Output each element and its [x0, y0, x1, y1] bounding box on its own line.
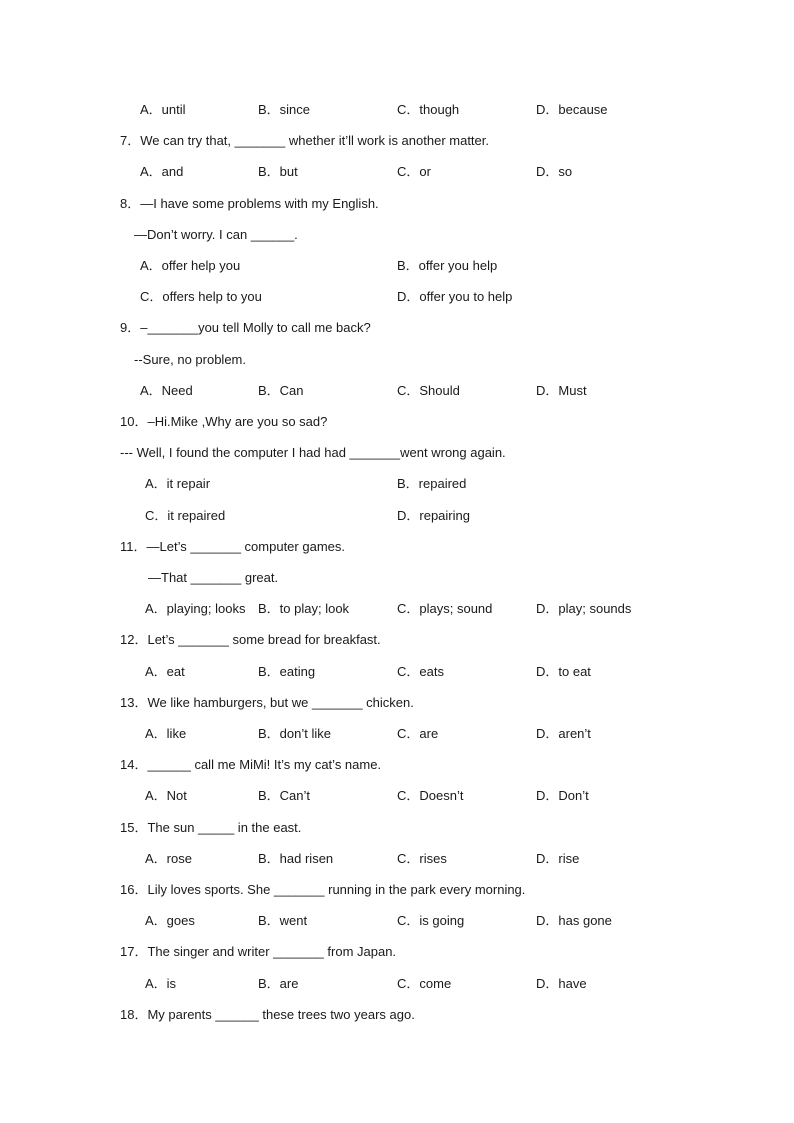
q8-stem: 8．—I have some problems with my English.: [120, 196, 379, 211]
q6-option-b: B．since: [258, 102, 311, 117]
q12-stem: 12．Let’s _______ some bread for breakfast.: [120, 632, 381, 647]
q9-option-b: B．Can: [258, 383, 304, 398]
q6-option-d: D．because: [536, 102, 608, 117]
q15-option-b: B．had risen: [258, 851, 334, 866]
q13-option-c: C．are: [397, 726, 439, 741]
q7-option-d: D．so: [536, 164, 573, 179]
q10-response: --- Well, I found the computer I had had _______went wrong again.: [120, 445, 506, 460]
q8-option-a: A．offer help you: [140, 258, 241, 273]
q16-option-a: A．goes: [145, 913, 195, 928]
q17-option-a: A．is: [145, 976, 177, 991]
q11-stem: 11．—Let’s _______ computer games.: [120, 539, 345, 554]
q9-option-d: D．Must: [536, 383, 587, 398]
q12-option-a: A．eat: [145, 664, 185, 679]
q7-option-a: A．and: [140, 164, 184, 179]
q11-option-d: D．play; sounds: [536, 601, 632, 616]
q16-stem: 16．Lily loves sports. She _______ running in the park every morning.: [120, 882, 526, 897]
q7-option-c: C．or: [397, 164, 431, 179]
q8-response: —Don’t worry. I can ______.: [134, 227, 298, 242]
q6-option-a: A．until: [140, 102, 186, 117]
q14-option-d: D．Don’t: [536, 788, 589, 803]
q10-option-b: B．repaired: [397, 476, 467, 491]
q18-stem: 18．My parents ______ these trees two years ago.: [120, 1007, 415, 1022]
q8-option-c: C．offers help to you: [140, 289, 262, 304]
q9-response: --Sure, no problem.: [134, 352, 246, 367]
q17-option-c: C．come: [397, 976, 452, 991]
q12-option-b: B．eating: [258, 664, 316, 679]
q10-option-c: C．it repaired: [145, 508, 226, 523]
q9-option-a: A．Need: [140, 383, 193, 398]
q11-option-b: B．to play; look: [258, 601, 350, 616]
q13-option-a: A．like: [145, 726, 187, 741]
q12-option-c: C．eats: [397, 664, 444, 679]
q15-stem: 15．The sun _____ in the east.: [120, 820, 302, 835]
q8-option-d: D．offer you to help: [397, 289, 513, 304]
q11-option-c: C．plays; sound: [397, 601, 493, 616]
q14-option-a: A．Not: [145, 788, 187, 803]
q16-option-b: B．went: [258, 913, 308, 928]
q14-stem: 14．______ call me MiMi! It’s my cat’s name.: [120, 757, 382, 772]
q10-option-a: A．it repair: [145, 476, 211, 491]
q15-option-d: D．rise: [536, 851, 580, 866]
q7-stem: 7．We can try that, _______ whether it’ll work is another matter.: [120, 133, 489, 148]
q16-option-d: D．has gone: [536, 913, 612, 928]
q13-option-d: D．aren’t: [536, 726, 591, 741]
q12-option-d: D．to eat: [536, 664, 591, 679]
q6-option-c: C．though: [397, 102, 460, 117]
q16-option-c: C．is going: [397, 913, 465, 928]
q14-option-c: C．Doesn’t: [397, 788, 464, 803]
q11-option-a: A．playing; looks: [145, 601, 246, 616]
q13-option-b: B．don’t like: [258, 726, 331, 741]
q17-stem: 17．The singer and writer _______ from Japan.: [120, 944, 397, 959]
q15-option-c: C．rises: [397, 851, 447, 866]
q7-option-b: B．but: [258, 164, 298, 179]
q9-stem: 9．–_______you tell Molly to call me back?: [120, 320, 371, 335]
q14-option-b: B．Can’t: [258, 788, 311, 803]
q17-option-b: B．are: [258, 976, 299, 991]
q10-option-d: D．repairing: [397, 508, 470, 523]
q17-option-d: D．have: [536, 976, 587, 991]
q11-response: —That _______ great.: [148, 570, 279, 585]
q9-option-c: C．Should: [397, 383, 460, 398]
q13-stem: 13．We like hamburgers, but we _______ chicken.: [120, 695, 414, 710]
q8-option-b: B．offer you help: [397, 258, 498, 273]
q15-option-a: A．rose: [145, 851, 192, 866]
q10-stem: 10．–Hi.Mike ,Why are you so sad?: [120, 414, 328, 429]
